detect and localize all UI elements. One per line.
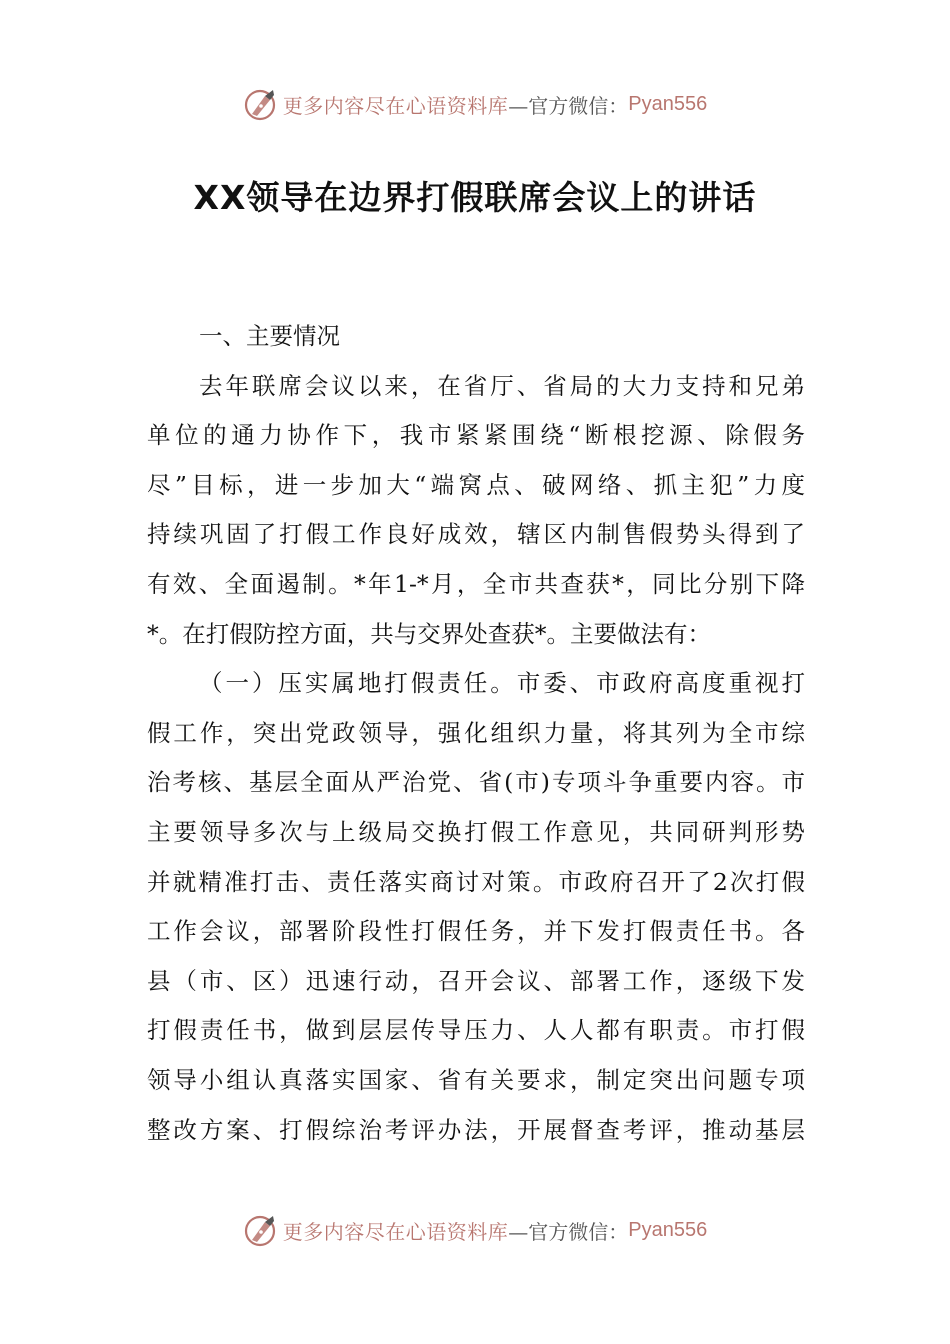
document-title: XX领导在边界打假联席会议上的讲话	[193, 178, 757, 217]
paragraph-line: 去年联席会议以来，在省厅、省局的大力支持和兄弟	[199, 371, 805, 400]
paragraph-line: （一）压实属地打假责任。市委、市政府高度重视打	[199, 669, 805, 698]
paragraph-line: 尽”目标，进一步加大“端窝点、破网络、抓主犯”力度	[147, 470, 805, 499]
paragraph-line: *。在打假防控方面，共与交界处查获*。主要做法有：	[147, 619, 711, 648]
section-heading: 一、主要情况	[199, 322, 340, 350]
paragraph-line: 整改方案、打假综治考评办法，开展督查考评，推动基层	[147, 1115, 805, 1144]
watermark-separator: —官方微信：	[508, 93, 629, 118]
paragraph-line: 单位的通力协作下，我市紧紧围绕“断根挖源、除假务	[147, 421, 805, 450]
paragraph-line: 假工作，突出党政领导，强化组织力量，将其列为全市综	[147, 718, 805, 747]
watermark-text: 更多内容尽在心语资料库	[282, 1219, 509, 1244]
footer-watermark	[0, 1210, 950, 1250]
paragraph-line: 并就精准打击、责任落实商讨对策。市政府召开了2次打假	[147, 867, 805, 896]
paragraph-line: 打假责任书，做到层层传导压力、人人都有职责。市打假	[147, 1016, 805, 1045]
watermark-text: 更多内容尽在心语资料库	[282, 93, 509, 118]
paragraph-line: 工作会议，部署阶段性打假任务，并下发打假责任书。各	[147, 917, 805, 946]
watermark-wechat-id: Pyan556	[628, 92, 708, 115]
paragraph-line: 持续巩固了打假工作良好成效，辖区内制售假势头得到了	[147, 520, 805, 549]
paragraph-line: 治考核、基层全面从严治党、省(市)专项斗争重要内容。市	[147, 768, 805, 797]
paragraph-line: 领导小组认真落实国家、省有关要求，制定突出问题专项	[147, 1065, 805, 1094]
header-watermark	[0, 84, 950, 124]
watermark-separator: —官方微信：	[508, 1219, 629, 1244]
paragraph-line: 主要领导多次与上级局交换打假工作意见，共同研判形势	[147, 817, 805, 846]
paragraph-line: 有效、全面遏制。*年1-*月，全市共查获*，同比分别下降	[147, 569, 805, 598]
pen-nib-logo-icon	[243, 1212, 279, 1248]
pen-nib-logo-icon	[243, 86, 279, 122]
watermark-wechat-id: Pyan556	[628, 1218, 708, 1241]
document-body	[147, 312, 805, 1155]
paragraph-line: 县（市、区）迅速行动，召开会议、部署工作，逐级下发	[147, 966, 805, 995]
